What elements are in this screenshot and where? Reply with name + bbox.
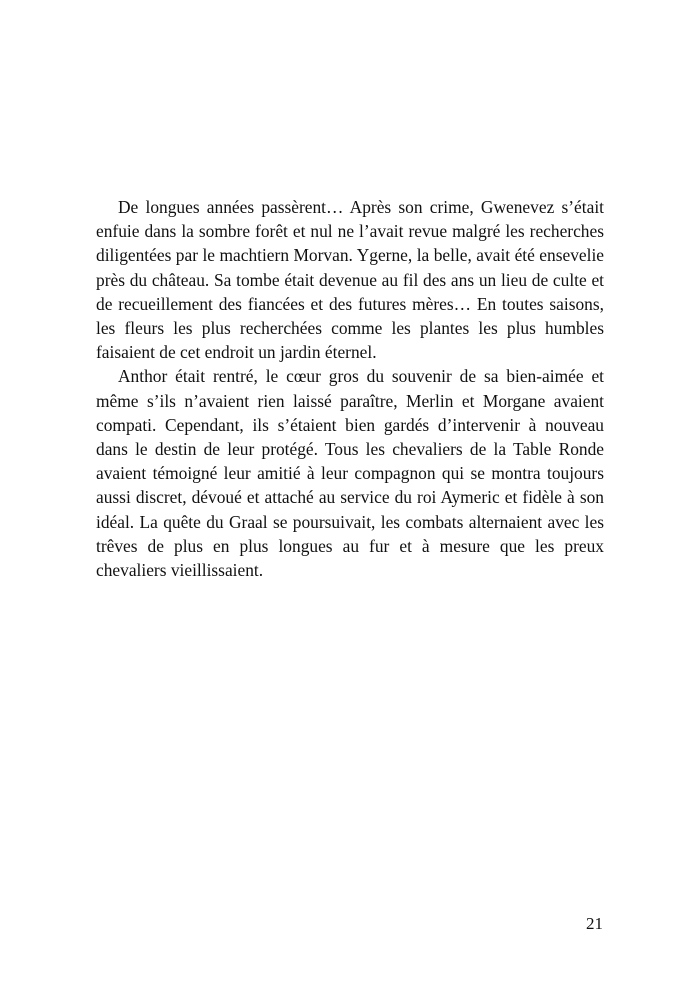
page-number: 21 <box>586 914 603 933</box>
paragraph-2: Anthor était rentré, le cœur gros du souvenir de sa bien-aimée et même s’ils n’avaient rien laissé paraître, Merlin et Morgane avaient compati. Cependant, ils s’étaient bien gardés d’intervenir à nouveau dans le destin de leur protégé. Tous les chevaliers de la Table Ronde avaient témoigné leur amitié à leur compagnon qui se montra toujours aussi discret, dévoué et attaché au service du roi Aymeric et fidèle à son idéal. La quête du Graal se poursuivait, les combats alternaient avec les trêves de plus en plus longues au fur et à mesure que les preux chevaliers vieillissaient. <box>96 366 604 581</box>
body-text <box>96 195 604 582</box>
paragraph-1: De longues années passèrent… Après son crime, Gwenevez s’était enfuie dans la sombre forêt et nul ne l’avait revue malgré les recherches diligentées par le machtiern Morvan. Ygerne, la belle, avait été ensevelie près du château. Sa tombe était devenue au fil des ans un lieu de culte et de recueillement des fiancées et des futures mères… En toutes saisons, les fleurs les plus recherchées comme les plantes les plus humbles faisaient de cet endroit un jardin éternel. <box>96 197 604 363</box>
